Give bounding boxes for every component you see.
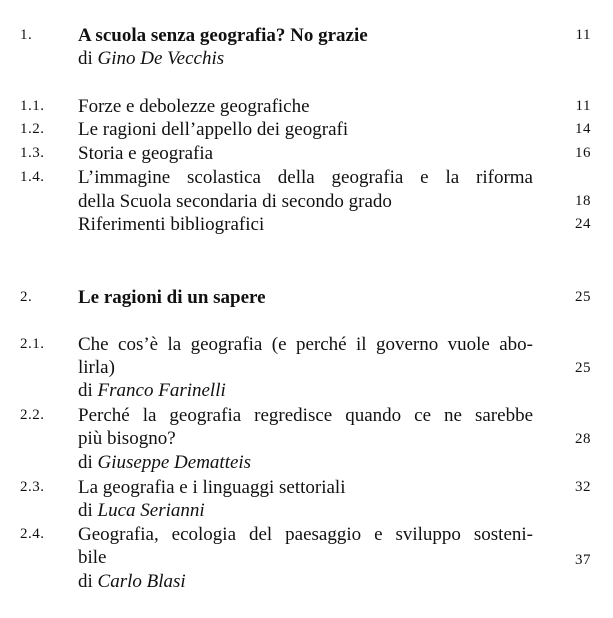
- entry-title[interactable]: Storia e geografia: [78, 143, 214, 164]
- page-number: 11: [575, 98, 591, 114]
- section-title[interactable]: A scuola senza geografia? No grazie: [78, 25, 368, 46]
- author-name: Carlo Blasi: [97, 571, 186, 592]
- entry-number: 1.1.: [20, 98, 45, 114]
- entry-number: 1.3.: [20, 145, 45, 161]
- entry-title-line-1[interactable]: Che cos’è la geografia (e perché il governo vuole abo-: [78, 334, 533, 355]
- entry-title[interactable]: Forze e debolezze geografiche: [78, 96, 310, 117]
- page-number: 37: [575, 552, 591, 568]
- page-number: 16: [575, 145, 591, 161]
- entry-number: 1.4.: [20, 169, 45, 185]
- author-prefix: di: [78, 571, 93, 592]
- entry-title[interactable]: Le ragioni dell’appello dei geografi: [78, 119, 349, 140]
- entry-number: 2.1.: [20, 336, 45, 352]
- author-prefix: di: [78, 380, 93, 401]
- page-number: 25: [575, 289, 591, 305]
- entry-title-line-2[interactable]: più bisogno?: [78, 428, 176, 449]
- page-number: 24: [575, 216, 591, 232]
- entry-number: 2.4.: [20, 526, 45, 542]
- entry-title-line-2[interactable]: bile: [78, 547, 107, 568]
- page-number: 11: [575, 27, 591, 43]
- entry-title[interactable]: Riferimenti bibliografici: [78, 214, 265, 235]
- author-prefix: di: [78, 48, 93, 69]
- page-number: 28: [575, 431, 591, 447]
- section-number: 2.: [20, 289, 33, 305]
- page-number: 14: [575, 121, 591, 137]
- section-title[interactable]: Le ragioni di un sapere: [78, 287, 266, 308]
- author-prefix: di: [78, 500, 93, 521]
- entry-title-line-2[interactable]: della Scuola secondaria di secondo grado: [78, 191, 392, 212]
- author-name: Luca Serianni: [97, 500, 205, 521]
- page-number: 25: [575, 360, 591, 376]
- entry-title-line-2[interactable]: lirla): [78, 357, 115, 378]
- entry-author: [78, 570, 186, 593]
- section-author: [78, 47, 224, 70]
- entry-author: [78, 499, 205, 522]
- author-name: Giuseppe Dematteis: [97, 452, 252, 473]
- entry-number: 1.2.: [20, 121, 45, 137]
- entry-author: [78, 379, 226, 402]
- entry-title-line-1[interactable]: L’immagine scolastica della geografia e la riforma: [78, 167, 533, 188]
- author-prefix: di: [78, 452, 93, 473]
- entry-number: 2.3.: [20, 479, 45, 495]
- section-number: 1.: [20, 27, 33, 43]
- author-name: Gino De Vecchis: [97, 48, 225, 69]
- page-number: 18: [575, 193, 591, 209]
- entry-title-line-1[interactable]: Perché la geografia regredisce quando ce ne sarebbe: [78, 405, 533, 426]
- author-name: Franco Farinelli: [97, 380, 226, 401]
- entry-number: 2.2.: [20, 407, 45, 423]
- entry-author: [78, 451, 251, 474]
- page-number: 32: [575, 479, 591, 495]
- entry-title[interactable]: La geografia e i linguaggi settoriali: [78, 477, 346, 498]
- entry-title-line-1[interactable]: Geografia, ecologia del paesaggio e sviluppo sosteni-: [78, 524, 533, 545]
